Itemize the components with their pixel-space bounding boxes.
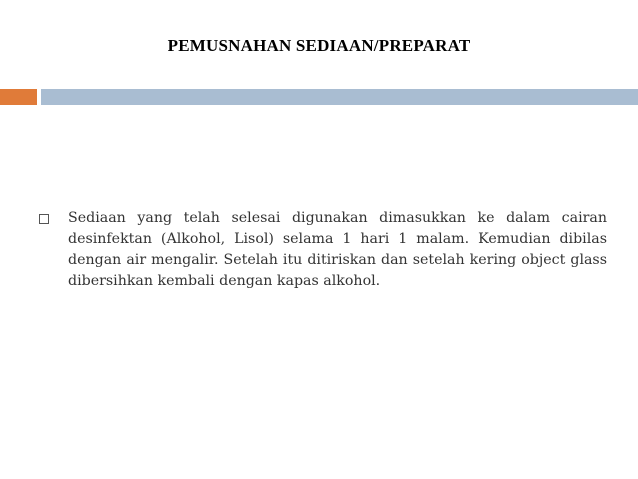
accent-bar-orange [0, 89, 37, 105]
bullet-item [39, 208, 607, 292]
bullet-text: Sediaan yang telah selesai digunakan dimasukkan ke dalam cairan desinfektan (Alkohol, Lisol) selama 1 hari 1 malam. Kemudian dibilas dengan air mengalir. Setelah itu ditiriskan dan setelah kering object glass dibersihkan kembali dengan kapas alkohol. [68, 210, 607, 289]
accent-bar-blue [41, 89, 638, 105]
slide-title: PEMUSNAHAN SEDIAAN/PREPARAT [167, 36, 471, 55]
square-bullet-icon [39, 214, 49, 224]
